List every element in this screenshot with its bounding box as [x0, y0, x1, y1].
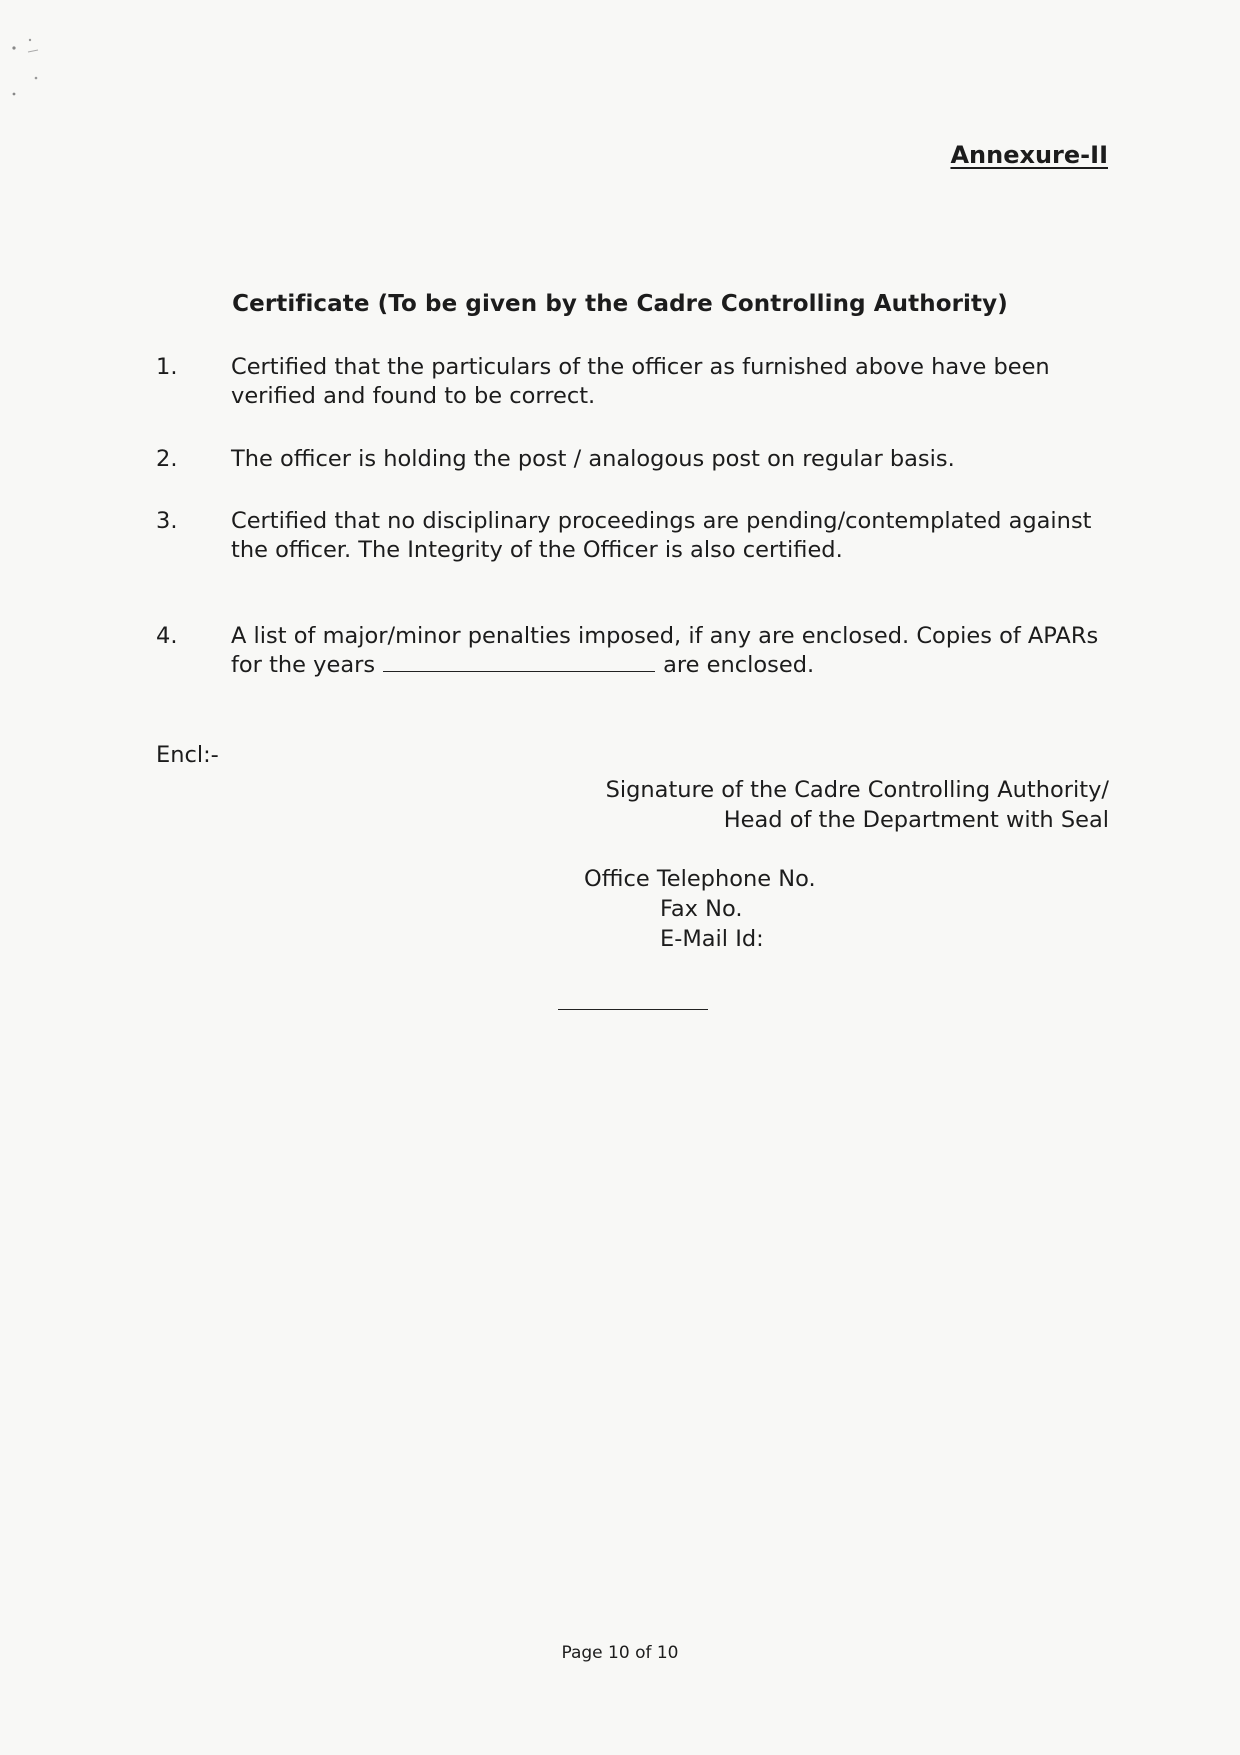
item-text: Certified that no disciplinary proceedings are pending/contemplated against the officer. The Integrity of the Officer is also certified.: [231, 508, 1092, 563]
certificate-heading: Certificate (To be given by the Cadre Controlling Authority): [232, 291, 1008, 317]
annexure-label: Annexure-II: [950, 141, 1108, 169]
signature-block: [606, 775, 1109, 835]
item-text-part1: A list of major/minor penalties imposed, if any are enclosed. Copies of APARs for the years: [231, 623, 1099, 678]
contact-block: [584, 864, 816, 954]
item-text: [231, 622, 1116, 680]
fax-label: Fax No.: [660, 896, 743, 922]
page-number: Page 10 of 10: [561, 1643, 679, 1663]
item-number: 4.: [156, 623, 178, 649]
item-number: 2.: [156, 446, 178, 472]
signature-line-2: Head of the Department with Seal: [723, 807, 1109, 833]
divider-line: [558, 1009, 708, 1010]
item-text: Certified that the particulars of the officer as furnished above have been verified and found to be correct.: [231, 354, 1050, 409]
telephone-label: Office Telephone No.: [584, 866, 816, 892]
enclosures-label: Encl:-: [156, 742, 219, 768]
list-item: [156, 445, 1116, 474]
list-item: [156, 353, 1116, 411]
item-text-part2: are enclosed.: [663, 652, 815, 678]
list-item: [156, 622, 1116, 680]
item-number: 3.: [156, 508, 178, 534]
scan-specks: [8, 30, 48, 100]
item-number: 1.: [156, 354, 178, 380]
signature-line-1: Signature of the Cadre Controlling Authority/: [605, 777, 1109, 803]
years-blank-field: [383, 653, 655, 672]
item-text: The officer is holding the post / analogous post on regular basis.: [231, 446, 955, 472]
email-label: E-Mail Id:: [660, 926, 764, 952]
list-item: [156, 507, 1116, 565]
